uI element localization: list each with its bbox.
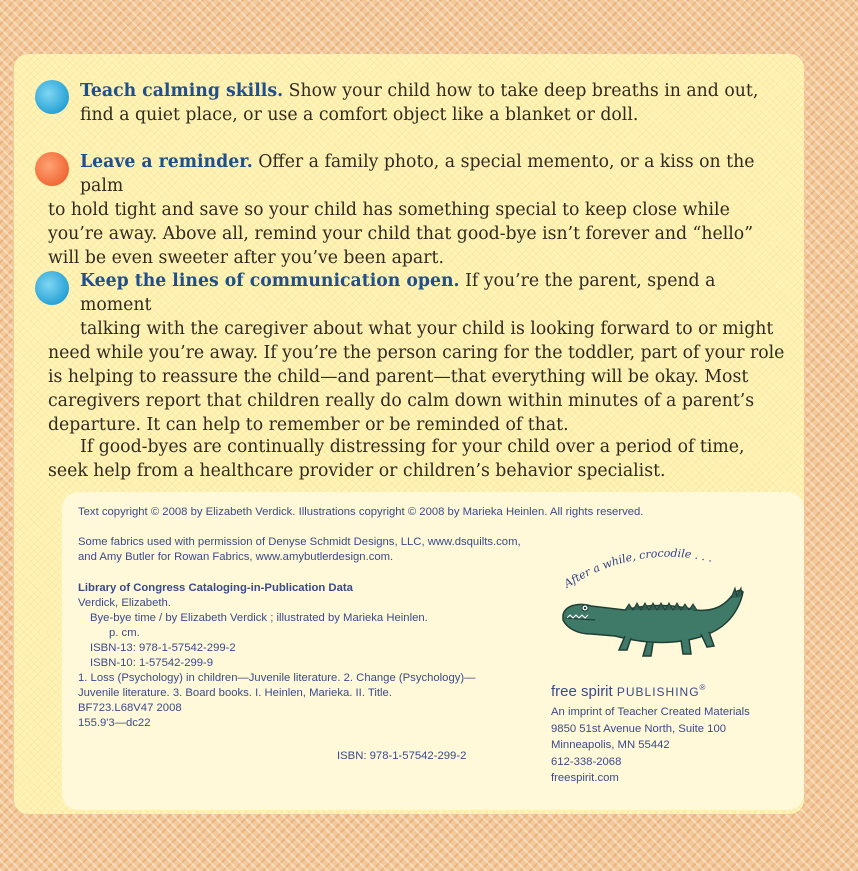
publisher-line: freespirit.com [551, 772, 619, 785]
tip-line: talking with the caregiver about what your child is looking forward to or might [80, 319, 774, 339]
cip-heading: Library of Congress Cataloging-in-Publication Data [78, 582, 353, 594]
tip-lead: Leave a reminder. [80, 152, 253, 172]
closing-line: seek help from a healthcare provider or children’s behavior specialist. [48, 461, 666, 481]
cip-line: ISBN-13: 978-1-57542-299-2 [90, 642, 236, 654]
copyright-notice [78, 505, 643, 520]
closing-paragraph [48, 435, 788, 483]
brand-caps: PUBLISHING [616, 685, 700, 699]
publisher-info [551, 683, 750, 787]
cip-line: Bye-bye time / by Elizabeth Verdick ; illustrated by Marieka Heinlen. [90, 612, 428, 624]
crocodile-illustration [555, 540, 755, 670]
tip-calming-skills [48, 79, 788, 127]
tip-line: is helping to reassure the child—and parent—that everything will be okay. Most [48, 367, 749, 387]
isbn-text: ISBN: 978-1-57542-299-2 [337, 750, 467, 762]
tip-first-line [48, 150, 788, 198]
tip-leave-reminder [48, 150, 788, 270]
cip-line: ISBN-10: 1-57542-299-9 [90, 657, 214, 669]
crocodile-icon [563, 588, 743, 656]
cip-line: 1. Loss (Psychology) in children—Juvenile literature. 2. Change (Psychology)— [78, 672, 476, 684]
publisher-line: 9850 51st Avenue North, Suite 100 [551, 722, 727, 735]
tip-line: need while you’re away. If you’re the person caring for the toddler, part of your role [48, 343, 785, 363]
tip-line: find a quiet place, or use a comfort object like a blanket or doll. [80, 105, 639, 125]
tip-lead: Teach calming skills. [80, 81, 284, 101]
cip-data [78, 581, 475, 731]
fabric-line: Some fabrics used with permission of Denyse Schmidt Designs, LLC, www.dsquilts.com, [78, 536, 521, 548]
publisher-line: 612-338-2068 [551, 755, 622, 768]
brand-name: free spirit [551, 683, 613, 700]
registered-mark: ® [699, 683, 706, 692]
cip-line: BF723.L68V47 2008 [78, 702, 182, 714]
cip-line: Verdick, Elizabeth. [78, 597, 171, 609]
tip-line: to hold tight and save so your child has something special to keep close while [48, 200, 730, 220]
fabric-credits [78, 535, 521, 565]
tip-first-line [48, 79, 788, 103]
cip-line: Juvenile literature. 3. Board books. I. Heinlen, Marieka. II. Title. [78, 687, 392, 699]
tip-first-line [48, 269, 788, 317]
tip-communication [48, 269, 788, 437]
fabric-line: and Amy Butler for Rowan Fabrics, www.amybutlerdesign.com. [78, 551, 394, 563]
closing-line: If good-byes are continually distressing for your child over a period of time, [80, 437, 745, 457]
tip-line: you’re away. Above all, remind your child that good-bye isn’t forever and “hello” [48, 224, 754, 244]
tip-text: Show your child how to take deep breaths in and out, [283, 81, 759, 101]
tip-text: Offer a family photo, a special memento, or a kiss on the palm [80, 152, 755, 196]
tip-lead: Keep the lines of communication open. [80, 271, 460, 291]
isbn-line [337, 749, 466, 764]
publisher-line: Minneapolis, MN 55442 [551, 739, 670, 752]
tip-line: will be even sweeter after you’ve been apart. [48, 248, 444, 268]
publisher-line: An imprint of Teacher Created Materials [551, 706, 750, 718]
cip-line: p. cm. [109, 627, 140, 639]
tip-line: departure. It can help to remember or be reminded of that. [48, 415, 569, 435]
cip-line: 155.9'3—dc22 [78, 717, 151, 729]
tip-line: caregivers report that children really do calm down within minutes of a parent’s [48, 391, 755, 411]
illustration-caption: After a while, crocodile . . . [561, 546, 714, 591]
tip-text: If you’re the parent, spend a moment [80, 271, 716, 315]
copyright-text: Text copyright © 2008 by Elizabeth Verdick. Illustrations copyright © 2008 by Marieka Heinlen. All rights reserved. [78, 506, 644, 518]
publisher-logo [551, 683, 750, 700]
